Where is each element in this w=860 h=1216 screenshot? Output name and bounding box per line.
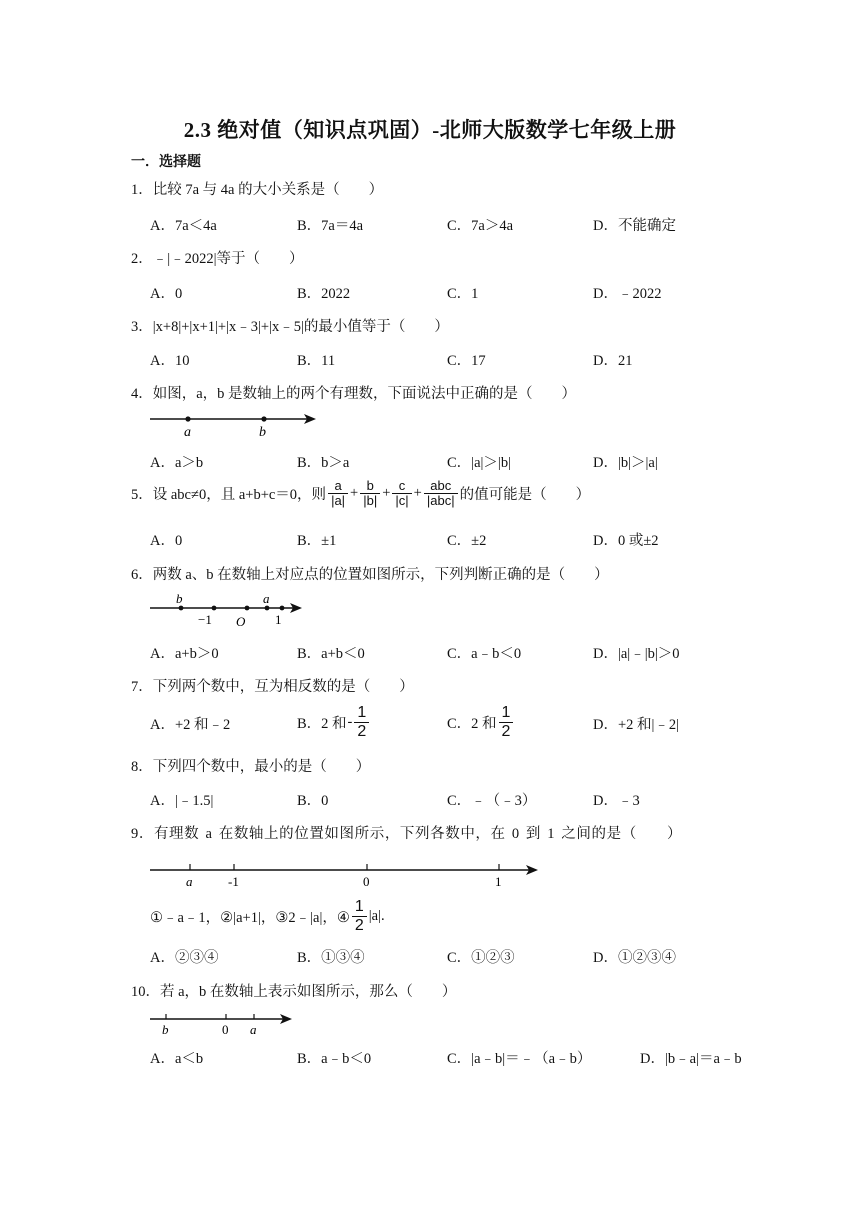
q3-option-a: A．10 (150, 353, 190, 369)
q9-axis-label-a: a (186, 874, 193, 889)
q2-option-b: B．2022 (297, 286, 351, 302)
q2-option-a: A．0 (150, 286, 183, 302)
q3-option-b: B．11 (297, 353, 336, 369)
q8-option-b: B．0 (297, 793, 329, 809)
q5-plus-3: + (413, 485, 422, 502)
page-title: 2.3 绝对值（知识点巩固）-北师大版数学七年级上册 (183, 118, 677, 142)
q6-axis-label-a: a (263, 591, 270, 606)
q9-option-a: A．②③④ (150, 950, 219, 966)
q6-axis-label-1: 1 (275, 612, 282, 627)
question-4-stem: 4．如图，a，b 是数轴上的两个有理数，下面说法中正确的是（ ） (131, 386, 577, 402)
q10-option-c: C．|a﹣b|＝﹣（a﹣b） (447, 1051, 592, 1067)
q5-stem-after: 的值可能是（ ） (459, 487, 591, 504)
q4-option-d: D．|b|＞|a| (593, 455, 658, 471)
q6-option-a: A．a+b＞0 (150, 646, 219, 662)
q5-fraction-abc: $\frac{\text{abc}}{\text{|abc|}}$ (424, 479, 458, 509)
q2-option-d: D．﹣2022 (593, 286, 662, 302)
q6-option-c: C．a﹣b＜0 (447, 646, 522, 662)
q4-axis-label-b: b (259, 425, 266, 440)
q5-plus-2: + (382, 485, 391, 502)
q1-option-a: A．7a＜4a (150, 218, 217, 234)
q6-number-line (146, 590, 316, 628)
q9-option-c: C．①②③ (447, 950, 515, 966)
q1-option-d: D．不能确定 (593, 218, 676, 234)
q9-half-fraction: $\frac{1}{2}$ (352, 898, 367, 934)
q4-option-b: B．b＞a (297, 455, 350, 471)
q4-axis-label-a: a (184, 425, 191, 440)
question-10-stem: 10．若 a，b 在数轴上表示如图所示，那么（ ） (131, 984, 457, 1000)
q6-axis-label-neg1: −1 (198, 612, 212, 627)
q10-number-line (146, 1008, 306, 1036)
q10-option-a: A．a＜b (150, 1051, 204, 1067)
q9-axis-label-0: 0 (363, 874, 370, 889)
q2-option-c: C．1 (447, 286, 479, 302)
q5-stem-before: 5．设 abc≠0，且 a+b+c＝0，则 (131, 487, 327, 504)
q6-option-d: D．|a|﹣|b|＞0 (593, 646, 680, 662)
question-1-stem: 1．比较 7a 与 4a 的大小关系是（ ） (131, 182, 384, 198)
q5-plus-1: + (350, 485, 359, 502)
q10-option-b: B．a﹣b＜0 (297, 1051, 372, 1067)
q1-option-b: B．7a＝4a (297, 218, 364, 234)
q7-option-a: A．+2 和﹣2 (150, 717, 231, 733)
section-heading: 一．选择题 (131, 155, 201, 170)
q5-option-b: B．±1 (297, 533, 337, 549)
q4-option-c: C．|a|＞|b| (447, 455, 511, 471)
q7-option-d: D．+2 和|﹣2| (593, 717, 680, 733)
q9-number-line (146, 858, 546, 890)
q5-option-d: D．0 或±2 (593, 533, 659, 549)
question-6-stem: 6．两数 a、b 在数轴上对应点的位置如图所示，下列判断正确的是（ ） (131, 567, 609, 583)
q5-fraction-c: $\frac{c}{|c|}$ (392, 479, 411, 509)
q8-option-d: D．﹣3 (593, 793, 640, 809)
question-3-stem: 3．|x+8|+|x+1|+|x﹣3|+|x﹣5|的最小值等于（ ） (131, 319, 449, 335)
q7-option-b-fraction: $\frac{1}{2}$ (354, 704, 369, 740)
q9-expression-list: ①﹣a﹣1，②|a+1|，③2﹣|a|，④ $\frac{1}{2}$ |a|. (150, 898, 385, 934)
q9-axis-label-neg1: -1 (228, 874, 239, 889)
question-5-stem (131, 479, 590, 509)
q6-axis-label-o: O (236, 614, 246, 628)
q7-option-b: B．2 和 - $\frac{1}{2}$ (297, 704, 371, 740)
q7-option-c-fraction: $\frac{1}{2}$ (499, 704, 514, 740)
q10-axis-label-a: a (250, 1022, 257, 1036)
question-2-stem: 2．﹣|﹣2022|等于（ ） (131, 251, 304, 267)
q9-option-d: D．①②③④ (593, 950, 676, 966)
question-9-stem: 9．有理数 a 在数轴上的位置如图所示，下列各数中，在 0 到 1 之间的是（ ） (131, 826, 683, 842)
q5-option-c: C．±2 (447, 533, 487, 549)
q10-axis-label-b: b (162, 1022, 169, 1036)
q8-option-c: C．﹣（﹣3） (447, 793, 537, 809)
q4-number-line (146, 408, 326, 442)
q1-option-c: C．7a＞4a (447, 218, 514, 234)
q6-axis-label-b: b (176, 591, 183, 606)
q4-option-a: A．a＞b (150, 455, 204, 471)
q9-option-b: B．①③④ (297, 950, 365, 966)
question-7-stem: 7．下列两个数中，互为相反数的是（ ） (131, 679, 414, 695)
q6-option-b: B．a+b＜0 (297, 646, 365, 662)
q5-fraction-a: $\frac{a}{|a|}$ (328, 479, 348, 509)
q7-option-c: C．2 和 $\frac{1}{2}$ (447, 704, 515, 740)
q3-option-d: D．21 (593, 353, 633, 369)
q10-option-d: D．|b﹣a|＝a﹣b (640, 1051, 742, 1067)
q10-axis-label-0: 0 (222, 1022, 229, 1036)
q5-option-a: A．0 (150, 533, 183, 549)
q5-fraction-b: $\frac{b}{|b|}$ (360, 479, 380, 509)
q3-option-c: C．17 (447, 353, 486, 369)
q8-option-a: A．|﹣1.5| (150, 793, 214, 809)
question-8-stem: 8．下列四个数中，最小的是（ ） (131, 759, 371, 775)
q9-axis-label-1: 1 (495, 874, 502, 889)
